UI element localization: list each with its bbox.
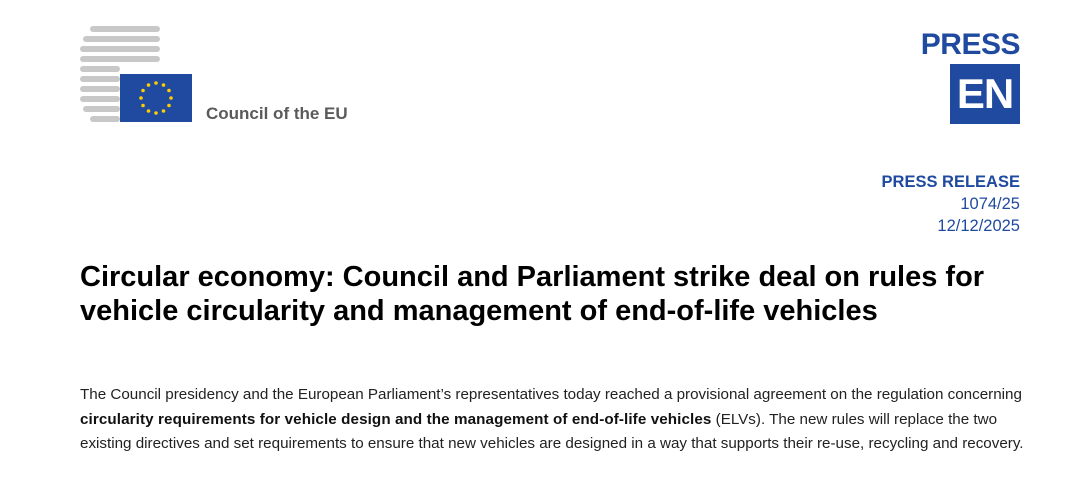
eu-star-icon — [162, 109, 166, 113]
language-badge: EN — [950, 64, 1020, 124]
article-title: Circular economy: Council and Parliament strike deal on rules for vehicle circularity and management of end-of-life vehicles — [80, 261, 985, 327]
council-building-icon — [80, 26, 195, 126]
eu-star-icon — [147, 83, 151, 87]
release-number: 1074/25 — [960, 195, 1020, 213]
eu-star-icon — [162, 83, 166, 87]
eu-star-icon — [141, 104, 145, 108]
eu-star-icon — [141, 89, 145, 93]
article-intro — [80, 383, 1025, 457]
eu-star-icon — [167, 89, 171, 93]
eu-star-icon — [154, 111, 158, 115]
intro-text-bold: circularity requirements for vehicle design and the management of end-of-life vehicles — [80, 410, 712, 428]
eu-star-icon — [139, 96, 143, 100]
intro-text-end: (ELVs). The new rules will replace the two existing directives and set requirements to ensure that new vehicles are designed in a way that supports their re-use, recycling and recovery. — [80, 410, 1024, 452]
release-meta — [882, 171, 1020, 237]
intro-text-start: The Council presidency and the European Parliament’s representatives today reached a provisional agreement on the regulation concerning — [80, 386, 1022, 403]
eu-star-icon — [147, 109, 151, 113]
release-type: PRESS RELEASE — [881, 173, 1020, 191]
press-label: PRESS — [920, 28, 1020, 61]
council-logo — [80, 26, 195, 126]
eu-star-icon — [154, 81, 158, 85]
eu-star-icon — [169, 96, 173, 100]
release-date: 12/12/2025 — [937, 217, 1020, 235]
eu-star-icon — [167, 104, 171, 108]
council-name: Council of the EU — [206, 104, 348, 123]
